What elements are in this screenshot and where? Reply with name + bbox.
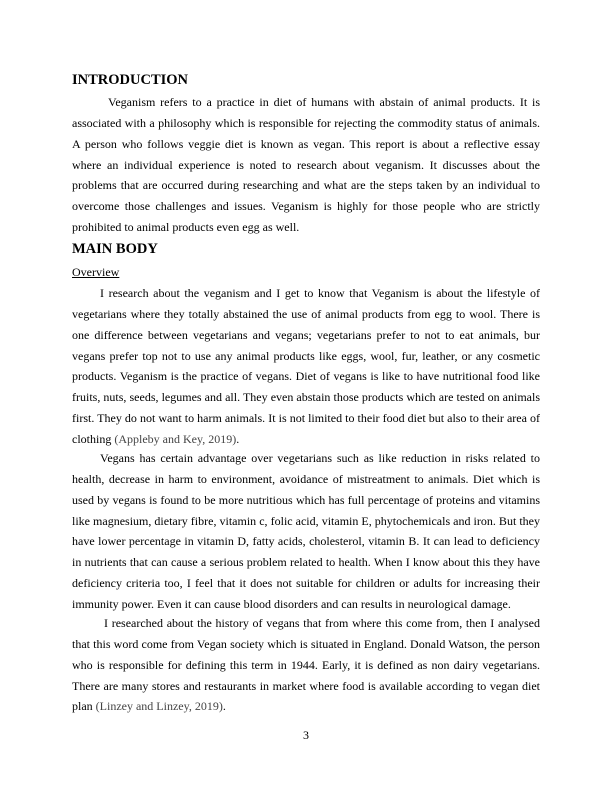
citation: (Linzey and Linzey, 2019): [95, 699, 223, 714]
paragraph-end: .: [222, 699, 226, 714]
paragraph-text: I research about the veganism and I get to know that Veganism is about the lifestyle of vegetarians where they totally abstained the use of animal products from egg to wool. There is one difference between vegetarians and vegans; vegetarians prefer to not to eat animals, bur vegans prefer top not to use any animal products like eggs, wool, fur, leather, or any cosmetic products. Veganism is the practice of vegans. Diet of vegans is like to have nutritional food like fruits, nuts, seeds, legumes and all. They even abstain those products which are tested on animals first. They do not want to harm animals. It is not limited to their food diet but also to their area of clothing: [72, 286, 540, 446]
paragraph-text: I researched about the history of vegans that from where this come from, then I analysed that this word come from Vegan society which is situated in England. Donald Watson, the person who is responsible for defining this term in 1944. Early, it is defined as non dairy vegetarians. There are many stores and restaurants in market where food is available according to vegan diet plan: [72, 616, 540, 714]
body-paragraph-2: Vegans has certain advantage over vegetarians such as like reduction in risks related to health, decrease in harm to environment, avoidance of mistreatment to animals. Diet which is used by vegans is found to be more nutritious which has full percentage of proteins and vitamins like magnesium, dietary fibre, vitamin c, folic acid, vitamin E, phytochemicals and iron. But they have lower percentage in vitamin D, fatty acids, cholesterol, vitamin B. It can lead to deficiency in nutrients that can cause a serious problem related to health. When I know about this they have deficiency criteria too, I feel that it does not suitable for children or adults for increasing their immunity power. Even it can cause blood disorders and can results in neurological damage.: [72, 451, 540, 611]
introduction-paragraph: Veganism refers to a practice in diet of humans with abstain of animal products. It is associated with a philosophy which is responsible for rejecting the commodity status of animals. A person who follows veggie diet is known as vegan. This report is about a reflective essay where an individual experience is noted to research about veganism. It discusses about the problems that are occurred during researching and what are the steps taken by an individual to overcome those challenges and issues. Veganism is highly for those people who are strictly prohibited to animal products even egg as well.: [72, 95, 540, 235]
paragraph-end: .: [236, 431, 240, 446]
overview-subheading: Overview: [72, 265, 120, 279]
page-number: 3: [303, 728, 309, 742]
body-paragraph-1: [72, 283, 540, 450]
citation: (Appleby and Key, 2019): [114, 431, 237, 446]
introduction-heading: INTRODUCTION: [72, 72, 189, 88]
main-body-heading: MAIN BODY: [72, 241, 158, 257]
body-paragraph-3: [72, 613, 540, 717]
